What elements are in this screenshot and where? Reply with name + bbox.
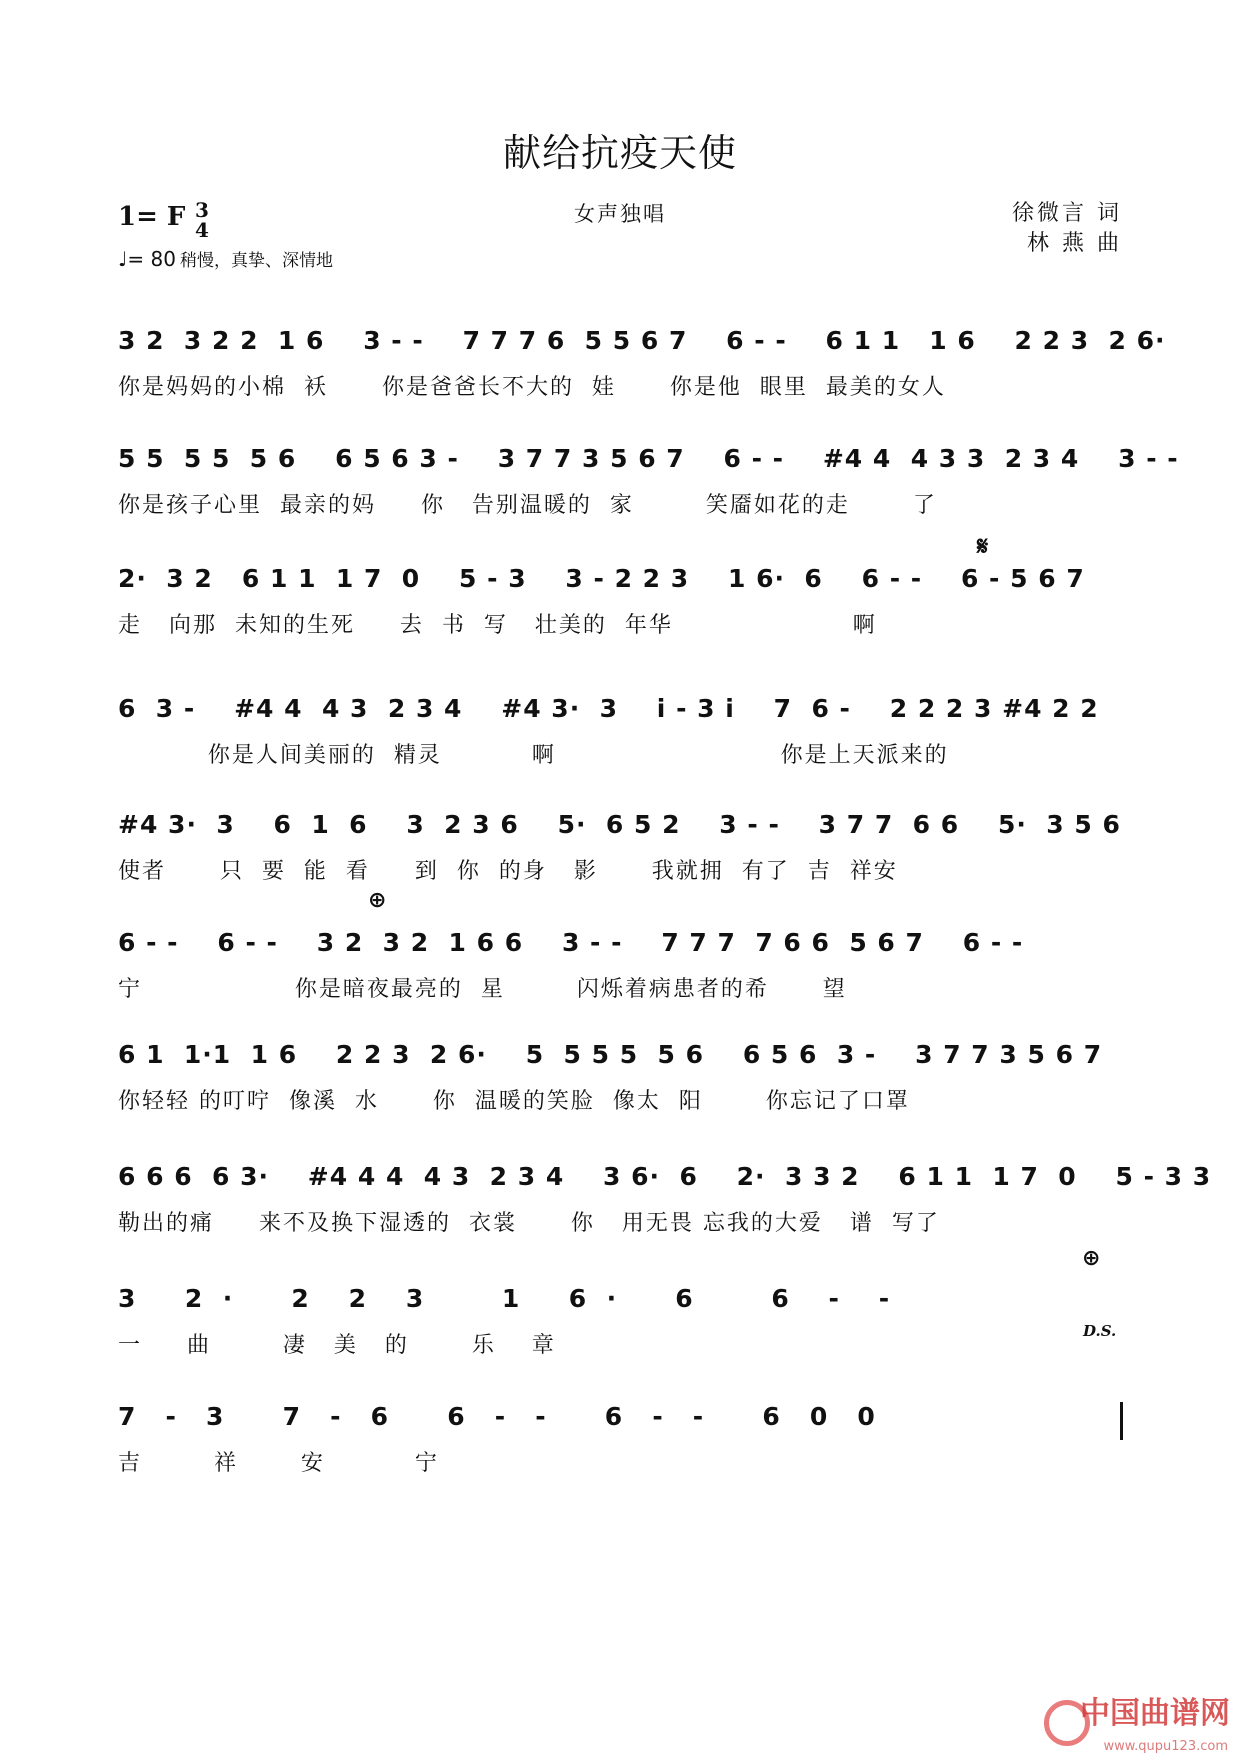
notes-line: 6 - - 6 - - 3 2 3 2 1 6 6 3 - - 7 7 7 7 6 6 5 6 7 6 - - (118, 928, 1024, 957)
notes-line: 3 2 3 2 2 1 6 3 - - 7 7 7 6 5 5 6 7 6 - - 6 1 1 1 6 2 2 3 2 6· (118, 326, 1166, 355)
lyrics-line: 宁 你是暗夜最亮的 星 闪烁着病患者的希 望 (118, 977, 847, 1002)
notes-line: 5 5 5 5 5 6 6 5 6 3 - 3 7 7 3 5 6 7 6 - - #4 4 4 3 3 2 3 4 3 - - (118, 444, 1179, 473)
tempo-mark: ♩= 80 (118, 247, 176, 271)
lyrics-line: 你是妈妈的小棉 袄 你是爸爸长不大的 娃 你是他 眼里 最美的女人 (118, 375, 946, 400)
watermark-url: www.qupu123.com (1103, 1739, 1228, 1754)
notes-line: 6 6 6 6 3· #4 4 4 4 3 2 3 4 3 6· 6 2· 3 3 2 6 1 1 1 7 0 5 - 3 3 (118, 1162, 1212, 1191)
performer-label: 女声独唱 (574, 202, 666, 226)
lyrics-line: 你是人间美丽的 精灵 啊 你是上天派来的 (118, 743, 949, 768)
watermark-text: 中国曲谱网 (1080, 1696, 1230, 1731)
lyricist-credit: 徐微言 词 (1012, 201, 1122, 226)
notes-line: 7 - 3 7 - 6 6 - - 6 - - 6 0 0 (118, 1402, 876, 1431)
time-signature-bottom: 4 (195, 218, 209, 242)
segno-icon: 𝄋 (977, 532, 989, 562)
tempo-marking (118, 246, 333, 271)
ds-marking: D.S. (1083, 1322, 1117, 1340)
lyrics-line: 使者 只 要 能 看 到 你 的身 影 我就拥 有了 吉 祥安 (118, 859, 898, 884)
time-signature-top: 3 (195, 198, 209, 222)
time-signature (192, 200, 212, 240)
composer-credit: 林 燕 曲 (1027, 231, 1122, 256)
notes-line: 6 1 1·1 1 6 2 2 3 2 6· 5 5 5 5 5 6 6 5 6 3 - 3 7 7 3 5 6 7 (118, 1040, 1103, 1069)
notes-line: 6 3 - #4 4 4 3 2 3 4 #4 3· 3 i - 3 i 7 6 - 2 2 2 3 #4 2 2 (118, 694, 1099, 723)
coda-icon: ⊕ (1082, 1246, 1101, 1271)
lyrics-line: 一 曲 凄 美 的 乐 章 (118, 1333, 556, 1358)
final-barline (1120, 1402, 1123, 1440)
page-title: 献给抗疫天使 (502, 131, 737, 175)
notes-line: 2· 3 2 6 1 1 1 7 0 5 - 3 3 - 2 2 3 1 6· 6 6 - - 6 - 5 6 7 (118, 564, 1085, 593)
tempo-description: 稍慢，真挚、深情地 (180, 251, 333, 271)
lyrics-line: 走 向那 未知的生死 去 书 写 壮美的 年华 啊 (118, 613, 877, 638)
lyrics-line: 勒出的痛 来不及换下湿透的 衣裳 你 用无畏 忘我的大爱 谱 写了 (118, 1211, 940, 1236)
lyrics-line: 你是孩子心里 最亲的妈 你 告别温暖的 家 笑靥如花的走 了 (118, 493, 937, 518)
notes-line: #4 3· 3 6 1 6 3 2 3 6 5· 6 5 2 3 - - 3 7 7 6 6 5· 3 5 6 (118, 810, 1121, 839)
lyrics-line: 吉 祥 安 宁 (118, 1451, 439, 1476)
notes-line: 3 2 · 2 2 3 1 6 · 6 6 - - (118, 1284, 891, 1313)
key-signature: 1= F (118, 202, 186, 232)
lyrics-line: 你轻轻 的叮咛 像溪 水 你 温暖的笑脸 像太 阳 你忘记了口罩 (118, 1089, 910, 1114)
coda-icon: ⊕ (368, 888, 387, 913)
